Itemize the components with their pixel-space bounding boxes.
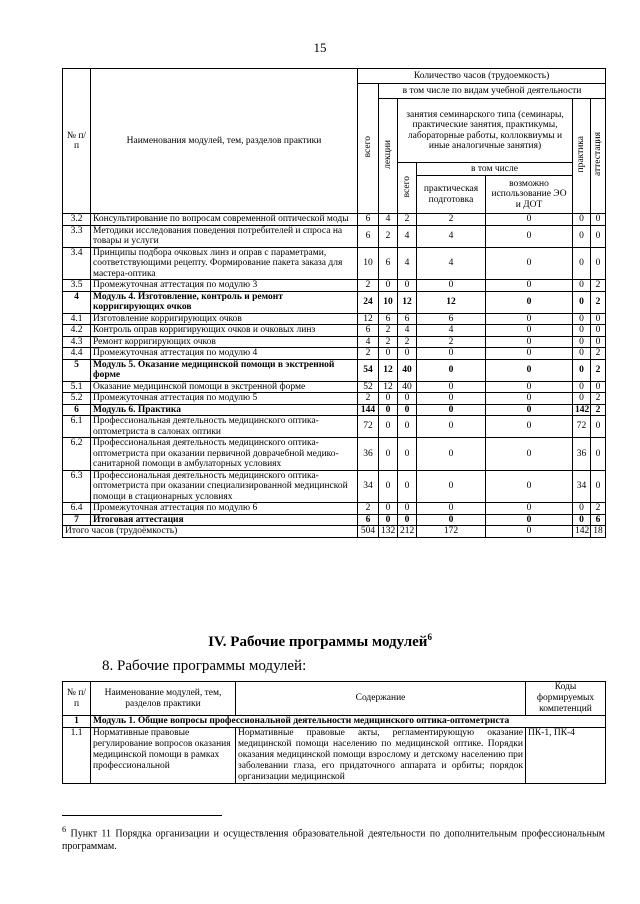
row-name: Контроль оправ корригирующих очков и очковых линз: [91, 325, 358, 337]
total-total: 504: [358, 526, 379, 538]
row-pp: 0: [417, 280, 486, 292]
row-pp: 0: [417, 348, 486, 360]
module-1-title: Модуль 1. Общие вопросы профессиональной деятельности медицинского оптика-оптометриста: [91, 716, 606, 728]
row-total: 54: [358, 359, 379, 381]
row-name: Модуль 4. Изготовление, контроль и ремонт корригирующих очков: [91, 291, 358, 313]
row-total: 6: [358, 514, 379, 526]
row-att: 2: [591, 280, 606, 292]
row-prac: 0: [573, 393, 591, 405]
row-lec: 12: [379, 381, 398, 393]
row-att: 2: [591, 291, 606, 313]
row-sem: 0: [398, 393, 417, 405]
row-prac: 142: [573, 404, 591, 416]
row-total: 52: [358, 381, 379, 393]
row-sem: 6: [398, 313, 417, 325]
row-eo: 0: [486, 280, 573, 292]
mod-col-codes-header: Коды формируемых компетенций: [526, 682, 606, 716]
row-prac: 0: [573, 381, 591, 393]
row-total: 34: [358, 470, 379, 503]
row-lec: 2: [379, 325, 398, 337]
col-name-header: Наименования модулей, тем, разделов практики: [91, 69, 358, 214]
row-lec: 2: [379, 336, 398, 348]
row-pp: 0: [417, 503, 486, 515]
page-number: 15: [313, 40, 327, 55]
row-total: 2: [358, 393, 379, 405]
row-1-1-name: Нормативные правовые регулирование вопросов оказания медицинской помощи в рамках профессиональной: [91, 728, 236, 784]
row-att: 0: [591, 313, 606, 325]
table-row: [63, 247, 606, 280]
hours-total-header: Количество часов (трудоемкость): [358, 69, 606, 84]
row-number: 3.5: [63, 280, 91, 292]
col-practical-prep-header: практическая подготовка: [417, 176, 486, 214]
row-sem: 0: [398, 416, 417, 438]
row-sem: 0: [398, 438, 417, 471]
row-att: 0: [591, 381, 606, 393]
row-number: 4.3: [63, 336, 91, 348]
row-lec: 4: [379, 214, 398, 226]
row-att: 2: [591, 503, 606, 515]
section-4-title: IV. Рабочие программы модулей$^6$: [208, 632, 432, 650]
row-pp: 0: [417, 381, 486, 393]
row-total: 4: [358, 336, 379, 348]
table-row: [63, 404, 606, 416]
total-eo: 0: [486, 526, 573, 538]
row-lec: 0: [379, 514, 398, 526]
row-prac: 0: [573, 348, 591, 360]
row-att: 0: [591, 225, 606, 247]
row-prac: 36: [573, 438, 591, 471]
row-prac: 0: [573, 503, 591, 515]
row-prac: 0: [573, 336, 591, 348]
row-total: 36: [358, 438, 379, 471]
row-pp: 0: [417, 404, 486, 416]
row-number: 4.4: [63, 348, 91, 360]
row-1-1-content: Нормативные правовые акты, регламентирующую оказание медицинской помощи населению по медицинской оптике. Порядки оказания медицинской помощи взрослому и детскому населению при заболевании глаза, его придаточного аппарата и орбиты; порядок организации медицинской: [236, 728, 526, 784]
row-prac: 0: [573, 291, 591, 313]
col-lectures-header: лекции: [379, 99, 398, 214]
row-number: 3.4: [63, 247, 91, 280]
row-pp: 12: [417, 291, 486, 313]
row-total: 2: [358, 503, 379, 515]
total-prac: 142: [573, 526, 591, 538]
row-eo: 0: [486, 325, 573, 337]
col-sem-total-header: всего: [398, 163, 417, 214]
row-number: 4: [63, 291, 91, 313]
row-att: 2: [591, 348, 606, 360]
row-pp: 4: [417, 225, 486, 247]
table-row: [63, 313, 606, 325]
row-pp: 0: [417, 438, 486, 471]
row-pp: 0: [417, 416, 486, 438]
row-att: 0: [591, 214, 606, 226]
row-lec: 0: [379, 404, 398, 416]
table-row: [63, 438, 606, 471]
row-lec: 2: [379, 225, 398, 247]
table-row: [63, 416, 606, 438]
row-eo: 0: [486, 514, 573, 526]
footnote-mark: 6: [62, 825, 67, 834]
row-eo: 0: [486, 393, 573, 405]
row-lec: 0: [379, 393, 398, 405]
row-att: 0: [591, 470, 606, 503]
row-eo: 0: [486, 225, 573, 247]
total-row-label: Итого часов (трудоёмкость): [63, 526, 358, 538]
row-sem: 4: [398, 225, 417, 247]
row-number: 3.3: [63, 225, 91, 247]
row-eo: 0: [486, 359, 573, 381]
row-sem: 2: [398, 214, 417, 226]
row-number: 4.2: [63, 325, 91, 337]
row-att: 2: [591, 393, 606, 405]
row-name: Изготовление корригирующих очков: [91, 313, 358, 325]
modules-table: [62, 681, 606, 784]
row-prac: 0: [573, 514, 591, 526]
row-number: 4.1: [63, 313, 91, 325]
row-pp: 0: [417, 359, 486, 381]
row-eo: 0: [486, 247, 573, 280]
row-number: 6.3: [63, 470, 91, 503]
section-8-title: 8. Рабочие программы модулей:: [102, 658, 307, 674]
row-eo: 0: [486, 348, 573, 360]
row-name: Промежуточная аттестация по модулю 3: [91, 280, 358, 292]
module-1-num: 1: [63, 716, 91, 728]
row-total: 2: [358, 348, 379, 360]
table-row: [63, 225, 606, 247]
col-total-header: всего: [358, 84, 379, 214]
row-att: 0: [591, 325, 606, 337]
row-number: 6.2: [63, 438, 91, 471]
row-name: Промежуточная аттестация по модулю 6: [91, 503, 358, 515]
row-att: 0: [591, 416, 606, 438]
table-row: [63, 503, 606, 515]
footnote: [62, 823, 605, 853]
table-row: [63, 470, 606, 503]
row-att: 0: [591, 247, 606, 280]
row-lec: 6: [379, 247, 398, 280]
row-pp: 6: [417, 313, 486, 325]
total-lec: 132: [379, 526, 398, 538]
table-row: [63, 381, 606, 393]
table-row: [63, 336, 606, 348]
row-prac: 72: [573, 416, 591, 438]
row-name: Промежуточная аттестация по модулю 5: [91, 393, 358, 405]
table-row: [63, 514, 606, 526]
row-lec: 0: [379, 438, 398, 471]
row-1-1-codes: ПК-1, ПК-4: [526, 728, 606, 784]
footnote-divider: [62, 815, 222, 816]
hours-table: [62, 68, 606, 538]
row-sem: 0: [398, 348, 417, 360]
row-lec: 0: [379, 416, 398, 438]
row-number: 6.4: [63, 503, 91, 515]
footnote-ref: 6: [427, 632, 432, 642]
row-prac: 0: [573, 280, 591, 292]
row-eo: 0: [486, 416, 573, 438]
row-eo: 0: [486, 313, 573, 325]
table-row: [63, 214, 606, 226]
row-name: Модуль 5. Оказание медицинской помощи в экстренной форме: [91, 359, 358, 381]
col-practice-header: практика: [573, 99, 591, 214]
row-total: 12: [358, 313, 379, 325]
row-total: 144: [358, 404, 379, 416]
row-name: Ремонт корригирующих очков: [91, 336, 358, 348]
row-att: 2: [591, 359, 606, 381]
row-sem: 0: [398, 404, 417, 416]
row-eo: 0: [486, 438, 573, 471]
row-sem: 0: [398, 470, 417, 503]
by-type-header: в том числе по видам учебной деятельности: [379, 84, 606, 99]
row-number: 3.2: [63, 214, 91, 226]
row-name: Оказание медицинской помощи в экстренной форме: [91, 381, 358, 393]
table-row: [63, 359, 606, 381]
seminar-type-header: занятия семинарского типа (семинары, практические занятия, практикумы, лабораторные работы, коллоквиумы и иные аналогичные занятия): [398, 99, 573, 163]
row-prac: 0: [573, 325, 591, 337]
row-eo: 0: [486, 404, 573, 416]
total-row: [63, 526, 606, 538]
row-total: 6: [358, 225, 379, 247]
row-lec: 0: [379, 280, 398, 292]
row-pp: 4: [417, 325, 486, 337]
row-pp: 0: [417, 514, 486, 526]
row-pp: 4: [417, 247, 486, 280]
row-name: Профессиональная деятельность медицинского оптика-оптометриста в салонах оптики: [91, 416, 358, 438]
row-total: 72: [358, 416, 379, 438]
row-lec: 12: [379, 359, 398, 381]
row-att: 0: [591, 336, 606, 348]
row-sem: 0: [398, 503, 417, 515]
footnote-text: Пункт 11 Порядка организации и осуществления образовательной деятельности по дополнительным профессиональным программам.: [62, 828, 605, 853]
row-eo: 0: [486, 381, 573, 393]
row-att: 2: [591, 404, 606, 416]
row-lec: 6: [379, 313, 398, 325]
row-prac: 0: [573, 225, 591, 247]
row-name: Профессиональная деятельность медицинского оптика-оптометриста при оказании специализированной медицинской помощи в стационарных условиях: [91, 470, 358, 503]
col-eo-dot-header: возможно использование ЭО и ДОТ: [486, 176, 573, 214]
row-total: 6: [358, 325, 379, 337]
row-pp: 2: [417, 214, 486, 226]
row-name: Итоговая аттестация: [91, 514, 358, 526]
row-sem: 0: [398, 514, 417, 526]
row-number: 7: [63, 514, 91, 526]
row-name: Профессиональная деятельность медицинского оптика-оптометриста при оказании первичной доврачебной медико-санитарной помощи в амбулаторных условиях: [91, 438, 358, 471]
row-sem: 0: [398, 280, 417, 292]
row-lec: 0: [379, 348, 398, 360]
table-row: [63, 280, 606, 292]
table-row: [63, 291, 606, 313]
row-eo: 0: [486, 336, 573, 348]
row-lec: 0: [379, 470, 398, 503]
row-name: Промежуточная аттестация по модулю 4: [91, 348, 358, 360]
mod-col-num-header: № п/п: [63, 682, 91, 716]
row-eo: 0: [486, 214, 573, 226]
row-prac: 0: [573, 214, 591, 226]
row-pp: 0: [417, 470, 486, 503]
row-pp: 0: [417, 393, 486, 405]
row-sem: 4: [398, 247, 417, 280]
row-name: Модуль 6. Практика: [91, 404, 358, 416]
row-att: 0: [591, 438, 606, 471]
row-sem: 2: [398, 336, 417, 348]
table-row: [63, 393, 606, 405]
col-attestation-header: аттестация: [591, 99, 606, 214]
row-lec: 10: [379, 291, 398, 313]
row-eo: 0: [486, 291, 573, 313]
row-pp: 2: [417, 336, 486, 348]
row-total: 2: [358, 280, 379, 292]
row-eo: 0: [486, 470, 573, 503]
total-att: 18: [591, 526, 606, 538]
row-name: Принципы подбора очковых линз и оправ с параметрами, соответствующими рецепту. Формирование пакета заказа для мастера-оптика: [91, 247, 358, 280]
row-sem: 40: [398, 359, 417, 381]
mod-col-content-header: Содержание: [236, 682, 526, 716]
row-prac: 0: [573, 247, 591, 280]
col-num-header: № п/п: [63, 69, 91, 214]
row-eo: 0: [486, 503, 573, 515]
row-sem: 12: [398, 291, 417, 313]
row-lec: 0: [379, 503, 398, 515]
total-pp: 172: [417, 526, 486, 538]
row-name: Консультирование по вопросам современной оптической моды: [91, 214, 358, 226]
including-header: в том числе: [417, 163, 573, 176]
row-name: Методики исследования поведения потребителей и спроса на товары и услуги: [91, 225, 358, 247]
row-1-1-num: 1.1: [63, 728, 91, 784]
row-sem: 40: [398, 381, 417, 393]
table-row: [63, 325, 606, 337]
row-prac: 0: [573, 313, 591, 325]
row-number: 5: [63, 359, 91, 381]
row-number: 5.1: [63, 381, 91, 393]
row-number: 5.2: [63, 393, 91, 405]
row-total: 24: [358, 291, 379, 313]
mod-col-name-header: Наименование модулей, тем, разделов практики: [91, 682, 236, 716]
row-total: 10: [358, 247, 379, 280]
row-total: 6: [358, 214, 379, 226]
row-number: 6: [63, 404, 91, 416]
row-prac: 0: [573, 359, 591, 381]
table-row: [63, 348, 606, 360]
total-sem: 212: [398, 526, 417, 538]
row-prac: 34: [573, 470, 591, 503]
row-att: 6: [591, 514, 606, 526]
row-number: 6.1: [63, 416, 91, 438]
row-sem: 4: [398, 325, 417, 337]
